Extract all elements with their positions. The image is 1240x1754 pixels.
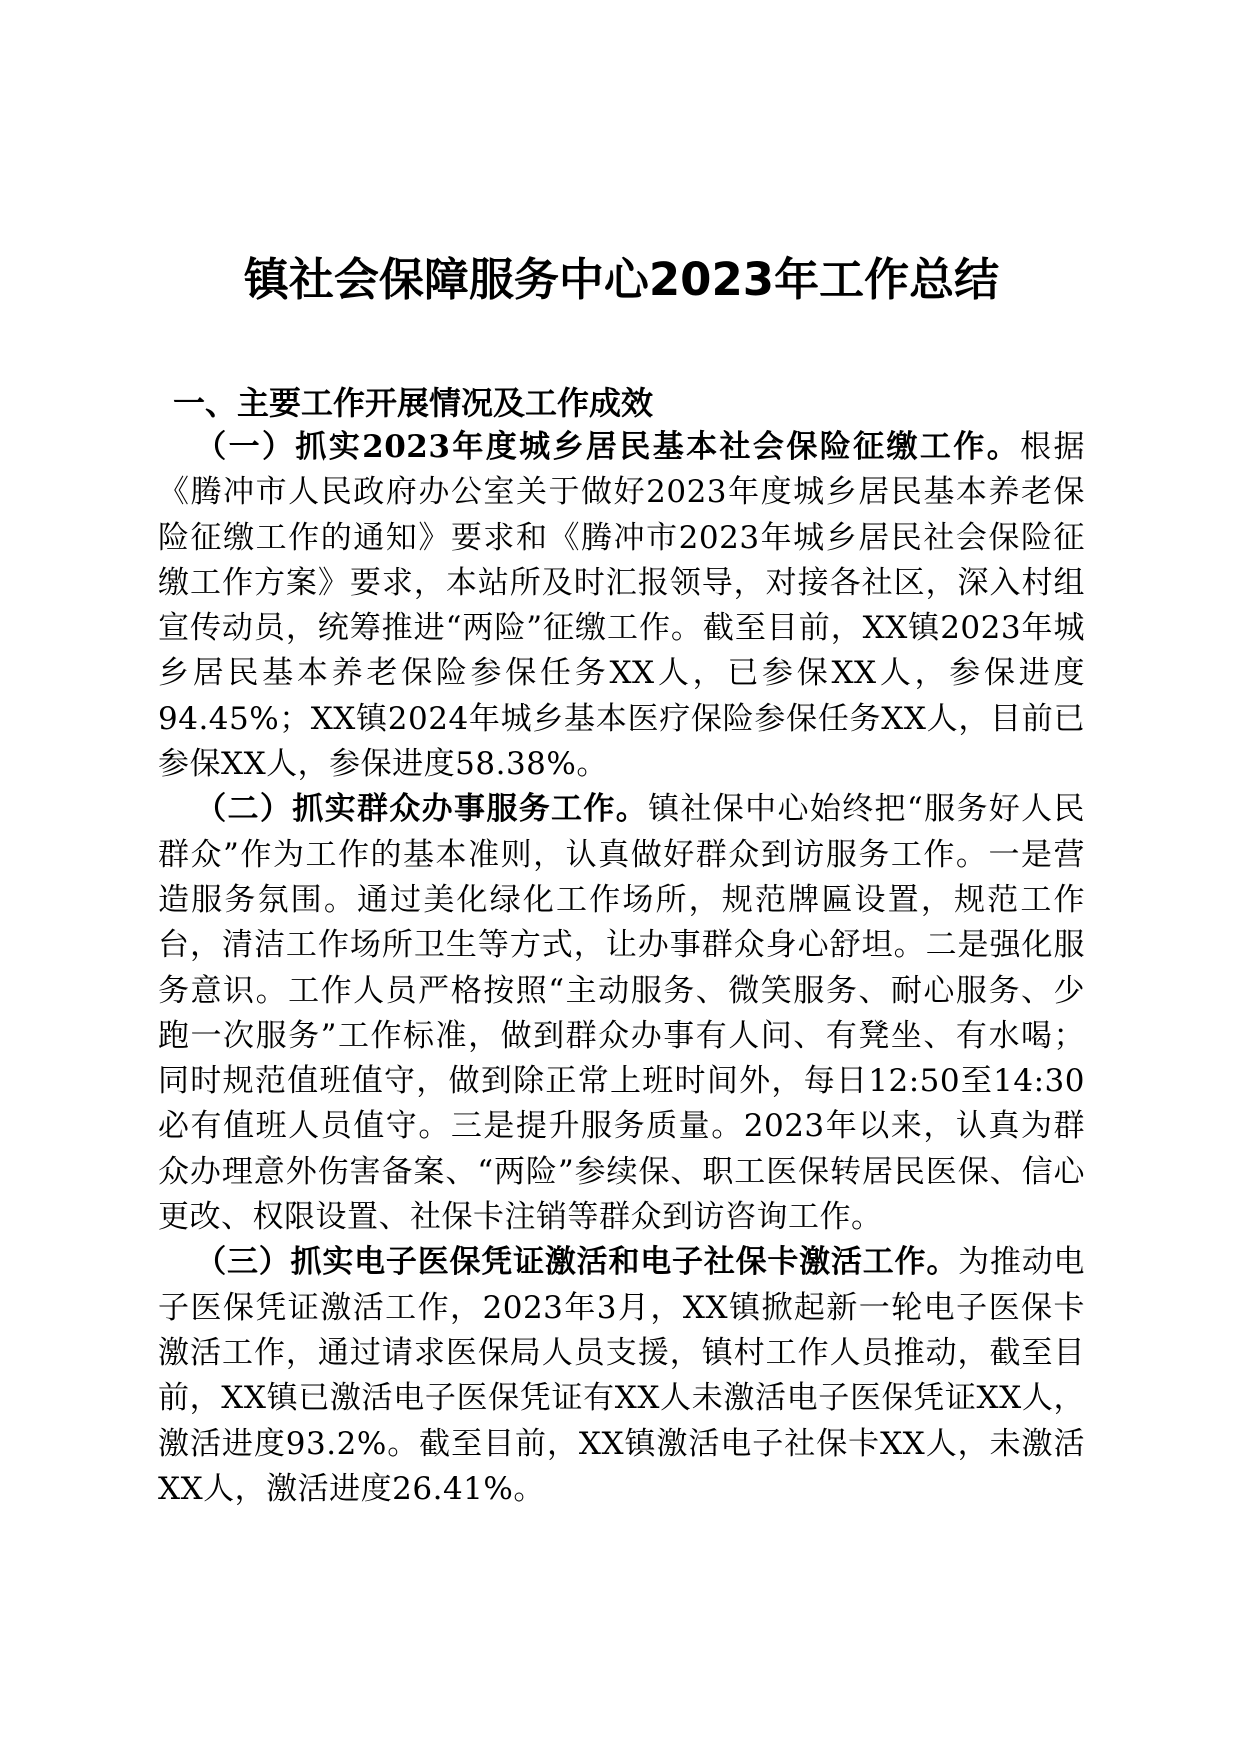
section-heading: 一、主要工作开展情况及工作成效 [173,384,654,422]
paragraph-3-lead: （三）抓实电子医保凭证激活和电子社保卡激活工作。 [195,1244,959,1281]
document-page [158,252,1085,1512]
paragraph-2-body: 镇社保中心始终把“服务好人民群众”作为工作的基本准则，认真做好群众到访服务工作。一是营造服务氛围。通过美化绿化工作场所，规范牌匾设置，规范工作台，清洁工作场所卫生等方式，让办事群众身心舒坦。二是强化服务意识。工作人员严格按照“主动服务、微笑服务、耐心服务、少跑一次服务”工作标准，做到群众办事有人问、有凳坐、有水喝；同时规范值班值守，做到除正常上班时间外，每日12:50至14:30必有值班人员值守。三是提升服务质量。2023年以来，认真为群众办理意外伤害备案、“两险”参续保、职工医保转居民医保、信心更改、权限设置、社保卡注销等群众到访咨询工作。 [158,791,1085,1236]
paragraph-2 [158,787,1085,1240]
document-title: 镇社会保障服务中心2023年工作总结 [243,253,1000,306]
paragraph-1 [158,425,1085,787]
paragraph-3 [158,1240,1085,1512]
paragraph-2-lead: （二）抓实群众办事服务工作。 [195,791,649,828]
paragraph-1-lead: （一）抓实2023年度城乡居民基本社会保险征缴工作。 [195,429,1021,465]
paragraph-3-body: 为推动电子医保凭证激活工作，2023年3月，XX镇掀起新一轮电子医保卡激活工作，通过请求医保局人员支援，镇村工作人员推动，截至目前，XX镇已激活电子医保凭证有XX人未激活电子医保凭证XX人，激活进度93.2%。截至目前，XX镇激活电子社保卡XX人，未激活XX人，激活进度26.41%。 [158,1244,1086,1507]
paragraph-1-body: 根据《腾冲市人民政府办公室关于做好2023年度城乡居民基本养老保险征缴工作的通知》要求和《腾冲市2023年城乡居民社会保险征缴工作方案》要求，本站所及时汇报领导，对接各社区，深入村组宣传动员，统筹推进“两险”征缴工作。截至目前，XX镇2023年城乡居民基本养老保险参保任务XX人，已参保XX人，参保进度94.45%；XX镇2024年城乡基本医疗保险参保任务XX人，目前已参保XX人，参保进度58.38%。 [158,429,1086,783]
